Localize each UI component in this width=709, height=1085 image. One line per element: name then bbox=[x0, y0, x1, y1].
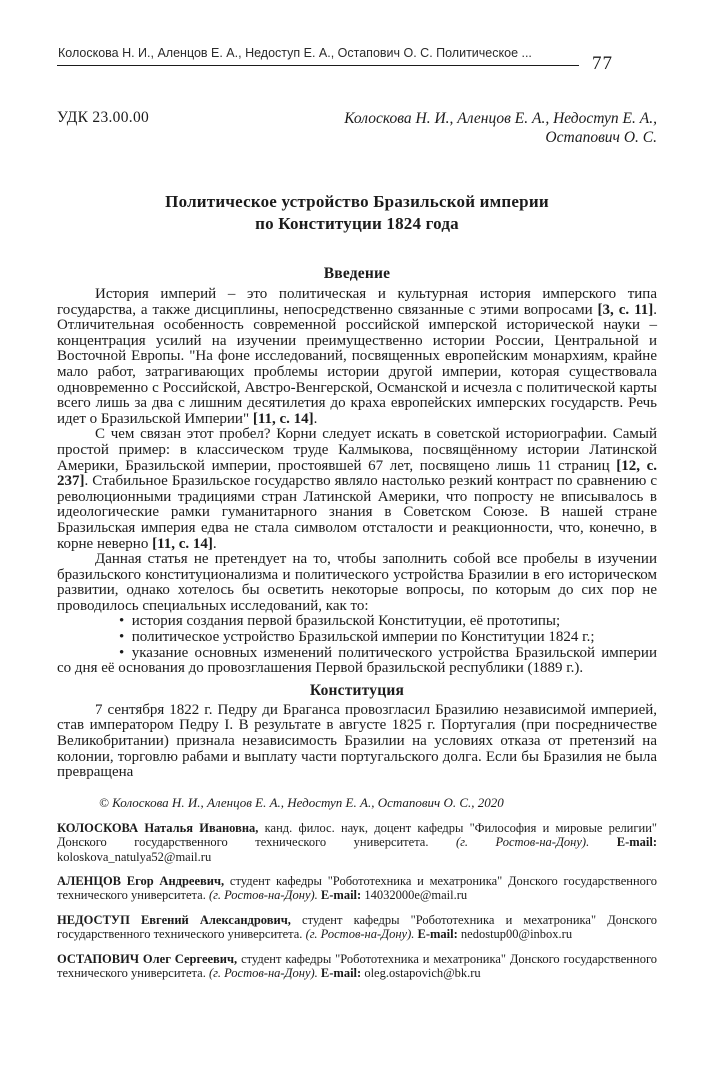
author-list-line-1: Колоскова Н. И., Аленцов Е. А., Недоступ Е. А., bbox=[344, 110, 657, 127]
article-body bbox=[57, 287, 657, 781]
intro-paragraph-3: Данная статья не претендует на то, чтобы заполнить собой все пробелы в изучении бразильского конституционализма и политического устройства Бразилии в его историческом развитии, однако хотелось бы осветить некоторые вопросы, по которым до сих пор не проводилось специальных исследований, как то: bbox=[57, 551, 657, 614]
author-bio-nedostup: НЕДОСТУП Евгений Александрович, студент кафедры "Робототехника и мехатроника" Донского государственного технического университета. (г. Ростов-на-Дону). E-mail: nedostup00@inbox.ru bbox=[57, 912, 658, 942]
article-title-line-2: по Конституции 1824 года bbox=[255, 214, 459, 233]
author-list bbox=[344, 109, 657, 147]
section-heading-constitution: Конституция bbox=[309, 681, 405, 699]
article-title-line-1: Политическое устройство Бразильской империи bbox=[165, 192, 549, 211]
page-header bbox=[57, 46, 657, 75]
bullet-item-1: • история создания первой бразильской Конституции, её прототипы; bbox=[119, 613, 561, 630]
udc-code: УДК 23.00.00 bbox=[57, 109, 150, 126]
constitution-paragraph-1: 7 сентября 1822 г. Педру ди Браганса провозгласил Бразилию независимой империей, став императором Педру I. В результате в августе 1825 г. Португалия (при посредничестве Великобритании) признала независимость Бразилии на условиях отказа от претензий на колонии, торговлю рабами и выплату части португальского долга. Если бы Бразилия не была превращена bbox=[57, 701, 657, 781]
author-bios bbox=[57, 821, 657, 981]
page-number: 77 bbox=[592, 53, 613, 74]
article-title bbox=[57, 191, 657, 235]
bullet-item-2: • политическое устройство Бразильской империи по Конституции 1824 г.; bbox=[119, 629, 595, 646]
author-bio-koloskova: КОЛОСКОВА Наталья Ивановна, канд. филос. наук, доцент кафедры "Философия и мировые религии" Донского государственного технического университета. (г. Ростов-на-Дону). E-mail: koloskova_natulya52@mail.ru bbox=[57, 820, 658, 864]
author-bio-alentsov: АЛЕНЦОВ Егор Андреевич, студент кафедры "Робототехника и мехатроника" Донского государственного технического университета. (г. Ростов-на-Дону). E-mail: 14032000e@mail.ru bbox=[57, 874, 657, 903]
section-heading-introduction: Введение bbox=[323, 265, 391, 282]
intro-paragraph-1: История империй – это политическая и культурная история имперского типа государства, а также дисциплины, непосредственно связанные с этими вопросами [3, с. 11]. Отличительная особенность современной российской имперской исторической науки – концентрация усилий на изучении преимущественно истории России, Центральной и Восточной Европы. "На фоне исследований, посвященных европейским монархиям, крайне мало работ, затрагивающих проблемы истории другой империи, которая существовала одновременно с Российской, Австро-Венгерской, Османской и исчезла с политической карты всего лишь за два с лишним десятилетия до краха европейских имперских государств. Речь идет о Бразильской Империи" [11, с. 14]. bbox=[57, 286, 658, 427]
author-list-line-2: Остапович О. С. bbox=[545, 129, 657, 146]
bullet-item-3: • указание основных изменений политического устройства Бразильской империи со дня её основания до провозглашения Первой бразильской республики (1889 г.). bbox=[57, 644, 657, 677]
meta-row bbox=[57, 109, 657, 147]
intro-paragraph-2: С чем связан этот пробел? Корни следует искать в советской историографии. Самый простой пример: в классическом труде Калмыкова, посвящённому истории Латинской Америки, Бразильской империи, простоявшей 67 лет, посвящено лишь 11 страниц [12, с. 237]. Стабильное Бразильское государство являло настолько резкий контраст по сравнению с революционными традициями стран Латинской Америки, что попросту не вписывалось в идеологические рамки гуманитарного знания в Советском Союзе. В нашей стране Бразильская империя едва не стала символом отсталости и реакционности, что, конечно, в корне неверно [11, с. 14]. bbox=[57, 426, 658, 552]
running-head: Колоскова Н. И., Аленцов Е. А., Недоступ Е. А., Остапович О. С. Политическое ... bbox=[57, 46, 579, 66]
copyright-line: © Колоскова Н. И., Аленцов Е. А., Недоступ Е. А., Остапович О. С., 2020 bbox=[99, 794, 504, 810]
author-bio-ostapovich: ОСТАПОВИЧ Олег Сергеевич, студент кафедры "Робототехника и мехатроника" Донского государственного технического университета. (г. Ростов-на-Дону). E-mail: oleg.ostapovich@bk.ru bbox=[57, 951, 658, 981]
